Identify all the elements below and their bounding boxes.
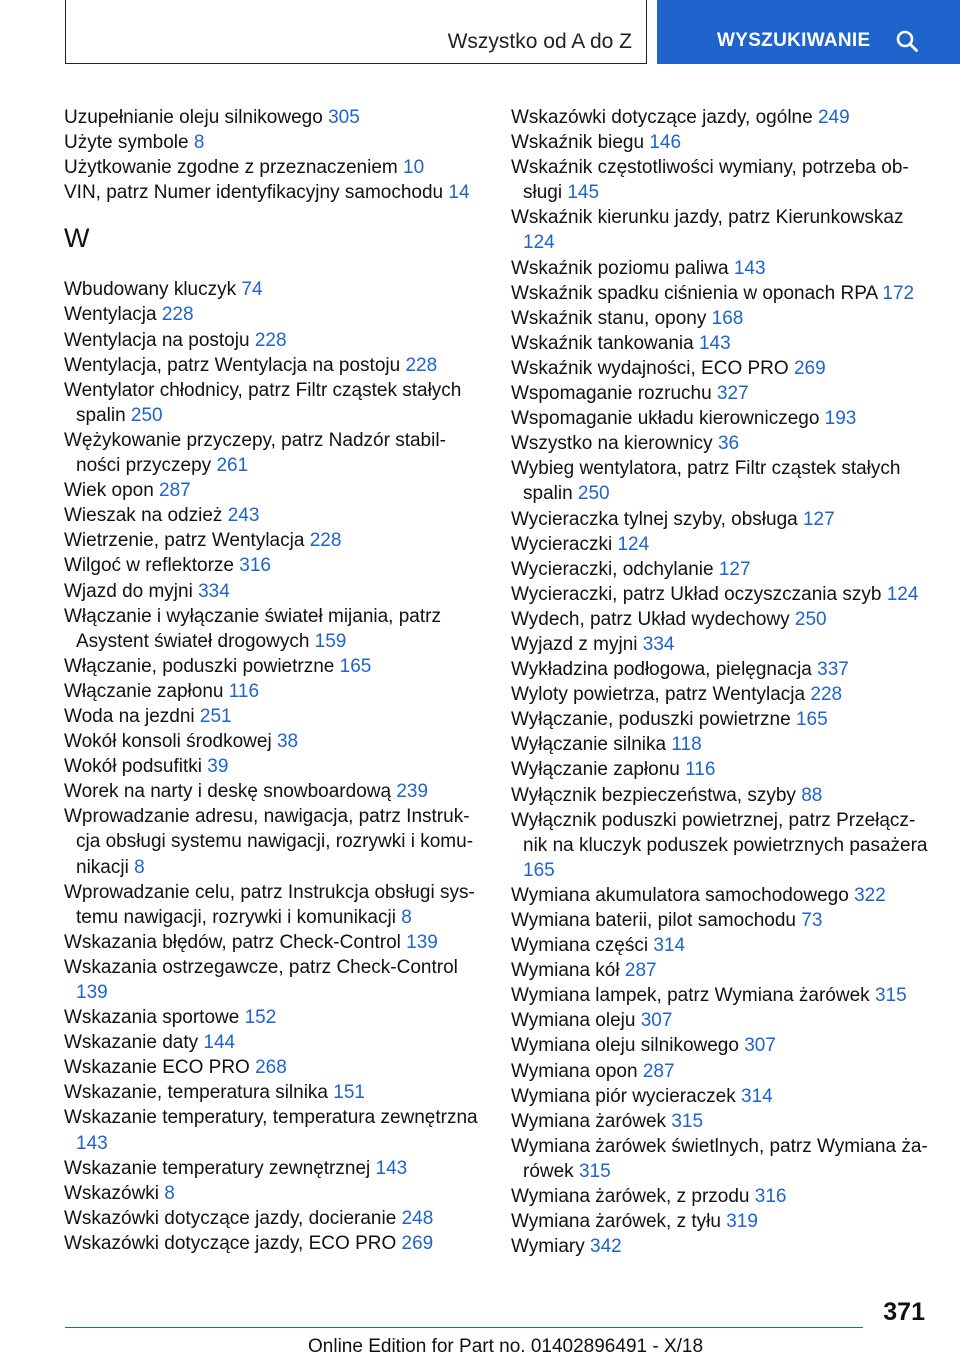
index-entry xyxy=(64,1080,478,1105)
index-page-link[interactable]: 165 xyxy=(795,709,828,731)
index-page-link[interactable]: 239 xyxy=(396,781,429,803)
index-entry-text: Wentylator chłodnicy, patrz Filtr cząstek stałych spalin xyxy=(64,379,462,426)
index-entry-text: Wymiana oleju silnikowego xyxy=(511,1035,745,1057)
index-entry-text: Wskazówki xyxy=(64,1182,165,1204)
index-entry xyxy=(511,1008,931,1033)
index-page-link[interactable]: 250 xyxy=(577,483,610,505)
index-page-link[interactable]: 307 xyxy=(744,1035,776,1057)
index-page-link[interactable]: 116 xyxy=(228,680,260,702)
index-entry-text: Wydech, patrz Układ wydechowy xyxy=(511,608,795,630)
index-page-link[interactable]: 118 xyxy=(671,734,702,756)
index-page-link[interactable]: 269 xyxy=(793,357,826,379)
index-page-link[interactable]: 116 xyxy=(685,759,716,781)
index-entry xyxy=(64,428,478,478)
index-entry xyxy=(64,1231,478,1256)
index-entry xyxy=(64,105,478,130)
index-page-link[interactable]: 152 xyxy=(244,1007,277,1029)
index-entry xyxy=(64,604,478,654)
index-page-link[interactable]: 228 xyxy=(405,354,438,376)
header-nav-label: Wszystko od A do Z xyxy=(447,30,632,53)
index-entry xyxy=(511,532,931,557)
index-page-link[interactable]: 127 xyxy=(802,508,835,530)
index-entry xyxy=(64,328,478,353)
index-entry-text: Wycieraczki, odchylanie xyxy=(511,558,719,580)
index-entry-text: Wbudowany kluczyk xyxy=(64,279,242,301)
index-entry xyxy=(64,804,478,879)
index-page-link[interactable]: 139 xyxy=(406,931,438,953)
index-entry-text: Wprowadzanie celu, patrz Instrukcja obsługi systemu nawigacji, rozrywki i komunikacji xyxy=(64,881,475,928)
index-entry xyxy=(511,783,931,808)
index-page-link[interactable]: 39 xyxy=(207,756,229,778)
index-entry-text: Wskazanie temperatury, temperatura zewnętrzna xyxy=(64,1107,478,1129)
index-entry xyxy=(511,983,931,1008)
index-entry-text: Wymiana kół xyxy=(511,960,625,982)
index-entry xyxy=(511,105,931,130)
index-page-link[interactable]: 228 xyxy=(161,304,194,326)
index-entry-text: Wjazd do myjni xyxy=(64,580,199,602)
index-entry xyxy=(511,1084,931,1109)
index-entry xyxy=(64,779,478,804)
index-entry xyxy=(511,908,931,933)
index-entry-text: Wskaźnik wydajności, ECO PRO xyxy=(511,357,794,379)
index-page-link[interactable]: 342 xyxy=(590,1236,622,1258)
index-entry-text: Wycieraczka tylnej szyby, obsługa xyxy=(511,508,803,530)
index-page-link[interactable]: 193 xyxy=(824,408,857,430)
index-page-link[interactable]: 305 xyxy=(328,107,360,128)
index-entry-text: Wyłącznik bezpieczeństwa, szyby xyxy=(511,784,802,806)
index-entry xyxy=(511,883,931,908)
index-entry-text: Użyte symbole xyxy=(64,132,194,154)
index-entry-text: Wentylacja, patrz Wentylacja na postoju xyxy=(64,354,406,376)
index-page-link[interactable]: 319 xyxy=(726,1211,758,1233)
index-page-link[interactable]: 36 xyxy=(717,433,740,455)
index-entry xyxy=(64,930,478,955)
index-entry-text: Wentylacja na postoju xyxy=(64,329,255,351)
index-entry-text: Wskazania ostrzegawcze, patrz Check-Control xyxy=(64,956,458,978)
index-entry-text: Wymiana piór wycieraczek xyxy=(511,1085,742,1107)
index-page-link[interactable]: 287 xyxy=(624,960,657,982)
index-entry-text: Wymiana żarówek, z tyłu xyxy=(511,1211,727,1233)
index-page-link[interactable]: 269 xyxy=(401,1232,434,1254)
index-page-link[interactable]: 151 xyxy=(333,1082,365,1104)
index-page-link[interactable]: 143 xyxy=(698,332,731,354)
index-entry-text: Wskaźnik poziomu paliwa xyxy=(511,257,734,279)
index-entry-text: Wybieg wentylatora, patrz Filtr cząstek stałych spalin xyxy=(511,458,901,505)
index-entry-text: Wyjazd z myjni xyxy=(511,633,643,655)
index-entry xyxy=(64,679,478,704)
index-entry-text: Wskaźnik spadku ciśnienia w oponach RPA xyxy=(511,282,883,304)
index-entry-text: Wymiana baterii, pilot samochodu xyxy=(511,910,802,931)
index-page-link[interactable]: 8 xyxy=(134,856,145,878)
index-page-link[interactable]: 243 xyxy=(227,505,260,527)
index-entry xyxy=(511,707,931,732)
search-button[interactable] xyxy=(657,0,960,64)
index-page-link[interactable]: 315 xyxy=(578,1160,611,1182)
index-page-link[interactable]: 334 xyxy=(198,580,230,602)
index-entry-text: Wskaźnik kierunku jazdy, patrz Kierunkowskaz xyxy=(511,207,904,229)
index-page-link[interactable]: 143 xyxy=(733,257,766,279)
index-entry xyxy=(64,378,478,428)
header-nav-button[interactable] xyxy=(65,0,647,64)
index-page-link[interactable]: 168 xyxy=(711,307,744,329)
index-entry xyxy=(511,682,931,707)
index-entry xyxy=(64,553,478,578)
index-page-link[interactable]: 88 xyxy=(801,784,823,806)
index-entry-text: Wyloty powietrza, patrz Wentylacja xyxy=(511,684,811,706)
index-entry-text: Wokół konsoli środkowej xyxy=(64,731,277,753)
index-column-left xyxy=(64,105,478,1256)
index-entry-text: Wymiana części xyxy=(511,935,654,957)
page-number: 371 xyxy=(883,1298,925,1326)
footer-divider xyxy=(65,1327,863,1328)
index-entry-text: Wskazówki dotyczące jazdy, docieranie xyxy=(64,1207,402,1229)
index-entry-text: Włączanie i wyłączanie świateł mijania, patrz Asystent świateł drogowych xyxy=(64,605,441,652)
index-page-link[interactable]: 143 xyxy=(76,1132,108,1154)
index-entry-text: Wskazania błędów, patrz Check-Control xyxy=(64,931,407,953)
index-entry-text: Wycieraczki, patrz Układ oczyszczania szyb xyxy=(511,583,887,605)
index-entry xyxy=(511,958,931,983)
index-entry-text: Wymiana lampek, patrz Wymiana żarówek xyxy=(511,985,875,1007)
index-page-link[interactable]: 315 xyxy=(874,985,907,1007)
index-entry xyxy=(64,754,478,779)
index-page-link[interactable]: 73 xyxy=(801,910,823,931)
index-entry xyxy=(511,1059,931,1084)
index-page-link[interactable]: 307 xyxy=(640,1010,673,1032)
index-page-link[interactable]: 337 xyxy=(817,659,849,681)
index-page-link[interactable]: 334 xyxy=(642,633,675,655)
index-entry-text: Wykładzina podłogowa, pielęgnacja xyxy=(511,659,818,681)
index-page-link[interactable]: 248 xyxy=(401,1207,434,1229)
index-entry xyxy=(64,277,478,302)
index-page-link[interactable]: 146 xyxy=(649,132,682,154)
index-entry-text: Wskaźnik stanu, opony xyxy=(511,307,712,329)
index-entry xyxy=(511,632,931,657)
index-entry xyxy=(511,557,931,582)
index-page-link[interactable]: 327 xyxy=(716,383,749,405)
index-page-link[interactable]: 249 xyxy=(817,107,850,128)
index-entry xyxy=(511,1184,931,1209)
index-entry-text: Wskazanie daty xyxy=(64,1032,204,1054)
index-entry-text: Wymiana żarówek świetlnych, patrz Wymiana żarówek xyxy=(511,1135,928,1182)
index-entry-text: Wskazanie temperatury zewnętrznej xyxy=(64,1157,376,1179)
index-page-link[interactable]: 314 xyxy=(741,1085,773,1107)
index-entry xyxy=(64,704,478,729)
index-page-link[interactable]: 287 xyxy=(642,1060,675,1082)
index-entry-text: Wskazanie ECO PRO xyxy=(64,1057,256,1079)
index-entry xyxy=(64,880,478,930)
index-entry xyxy=(511,657,931,682)
index-page-link[interactable]: 322 xyxy=(854,884,886,906)
index-page-link[interactable]: 165 xyxy=(339,655,372,677)
index-page-link[interactable]: 165 xyxy=(523,859,555,881)
index-entry xyxy=(511,155,931,205)
index-entry-text: Wycieraczki xyxy=(511,533,618,555)
index-entry xyxy=(64,503,478,528)
index-entry-text: Włączanie, poduszki powietrzne xyxy=(64,655,340,677)
index-entry-text: Wyłączanie zapłonu xyxy=(511,759,686,781)
index-entry-text: Wymiana oleju xyxy=(511,1010,641,1032)
index-entry xyxy=(511,808,931,883)
index-page-link[interactable]: 228 xyxy=(254,329,287,351)
index-entry-text: Wyłączanie, poduszki powietrzne xyxy=(511,709,796,731)
index-entry xyxy=(511,431,931,456)
index-page-link[interactable]: 124 xyxy=(617,533,650,555)
index-entry xyxy=(64,1030,478,1055)
index-entry-text: Wiek opon xyxy=(64,480,160,502)
index-page-link[interactable]: 14 xyxy=(448,182,470,204)
index-entry xyxy=(64,1105,478,1155)
index-entry-text: Worek na narty i deskę snowboardową xyxy=(64,781,397,803)
index-letter-heading: W xyxy=(64,223,90,254)
index-page-link[interactable]: 228 xyxy=(309,530,342,552)
index-entry xyxy=(511,456,931,506)
index-entry xyxy=(64,1005,478,1030)
index-entry-text: Wymiana żarówek, z przodu xyxy=(511,1186,755,1208)
index-page-link[interactable]: 124 xyxy=(886,583,919,605)
index-entry xyxy=(511,130,931,155)
index-page-link[interactable]: 10 xyxy=(403,157,425,179)
index-page-link[interactable]: 8 xyxy=(164,1182,175,1204)
index-entry-text: Wilgoć w reflektorze xyxy=(64,555,240,577)
search-label: WYSZUKIWANIE xyxy=(717,30,871,51)
index-entry-text: Wymiary xyxy=(511,1236,590,1258)
search-icon xyxy=(895,29,919,53)
index-entry xyxy=(511,256,931,281)
index-entry xyxy=(511,356,931,381)
index-entry xyxy=(511,381,931,406)
index-page-link[interactable]: 228 xyxy=(810,684,843,706)
index-entry xyxy=(64,1156,478,1181)
index-entry-text: Wspomaganie układu kierowniczego xyxy=(511,408,825,430)
index-entry xyxy=(511,406,931,431)
index-entry xyxy=(64,302,478,327)
index-entry-text: Wentylacja xyxy=(64,304,162,326)
index-entry xyxy=(511,1234,931,1259)
index-entry xyxy=(511,205,931,255)
index-page-link[interactable]: 250 xyxy=(130,404,163,426)
index-page-link[interactable]: 261 xyxy=(216,455,249,477)
index-entry xyxy=(511,1209,931,1234)
index-page-link[interactable]: 74 xyxy=(241,279,263,301)
index-entry xyxy=(64,155,478,180)
index-entry-text: Wymiana opon xyxy=(511,1060,643,1082)
index-page-link[interactable]: 143 xyxy=(375,1157,408,1179)
index-entry-text: Wskaźnik tankowania xyxy=(511,332,699,354)
index-entry-text: Wyłącznik poduszki powietrznej, patrz Przełącznik na kluczyk poduszek powietrznych pasażera xyxy=(511,809,928,856)
index-entry xyxy=(64,478,478,503)
index-entry xyxy=(64,353,478,378)
index-entry xyxy=(511,933,931,958)
index-page-link[interactable]: 145 xyxy=(567,182,600,204)
index-entry xyxy=(511,1134,931,1184)
index-entry xyxy=(64,1206,478,1231)
index-entry-text: Wprowadzanie adresu, nawigacja, patrz Instrukcja obsługi systemu nawigacji, rozrywki i komunikacji xyxy=(64,806,474,878)
index-entry-text: VIN, patrz Numer identyfikacyjny samochodu xyxy=(64,182,449,204)
index-page-link[interactable]: 127 xyxy=(718,558,751,580)
index-entry-text: Wieszak na odzież xyxy=(64,505,228,527)
index-entry xyxy=(511,582,931,607)
index-entry-text: Wskaźnik częstotliwości wymiany, potrzeba obsługi xyxy=(511,157,909,204)
index-entry xyxy=(511,281,931,306)
index-page-link[interactable]: 287 xyxy=(159,480,191,502)
index-entry xyxy=(64,654,478,679)
index-entry-text: Woda na jezdni xyxy=(64,705,200,727)
index-page-link[interactable]: 38 xyxy=(276,731,299,753)
index-entry xyxy=(511,306,931,331)
index-entry xyxy=(511,757,931,782)
index-entry xyxy=(511,732,931,757)
index-page-link[interactable]: 251 xyxy=(199,705,232,727)
index-entry-text: Wietrzenie, patrz Wentylacja xyxy=(64,530,310,552)
index-entry-text: Wymiana akumulatora samochodowego xyxy=(511,884,855,906)
index-entry-text: Wspomaganie rozruchu xyxy=(511,383,717,405)
index-column-right xyxy=(511,105,931,1259)
index-entry-text: Wskazanie, temperatura silnika xyxy=(64,1082,334,1104)
index-page-link[interactable]: 315 xyxy=(671,1110,704,1132)
index-page-link[interactable]: 250 xyxy=(794,608,827,630)
index-entry-text: Wskazówki dotyczące jazdy, ECO PRO xyxy=(64,1232,402,1254)
index-entry-text: Wyłączanie silnika xyxy=(511,734,672,756)
index-entry xyxy=(64,1181,478,1206)
index-page-link[interactable]: 316 xyxy=(754,1186,787,1208)
footer-edition-text: Online Edition for Part no. 01402896491 - X/18 xyxy=(308,1336,704,1357)
index-entry xyxy=(511,331,931,356)
index-entry-text: Użytkowanie zgodne z przeznaczeniem xyxy=(64,157,404,179)
index-entry-text: Wymiana żarówek xyxy=(511,1110,672,1132)
index-page-link[interactable]: 159 xyxy=(314,630,347,652)
index-entry xyxy=(64,955,478,1005)
index-entry xyxy=(511,1033,931,1058)
index-entry xyxy=(64,1055,478,1080)
index-page-link[interactable]: 172 xyxy=(882,282,915,304)
index-entry xyxy=(511,507,931,532)
index-entry xyxy=(511,607,931,632)
index-entry-text: Wokół podsufitki xyxy=(64,756,208,778)
index-page-link[interactable]: 139 xyxy=(76,982,108,1003)
index-entry-text: Wskazówki dotyczące jazdy, ogólne xyxy=(511,107,818,128)
index-page-link[interactable]: 316 xyxy=(239,555,271,577)
index-entry xyxy=(64,579,478,604)
index-entry-text: Włączanie zapłonu xyxy=(64,680,229,702)
index-page-link[interactable]: 8 xyxy=(401,906,412,928)
index-entry xyxy=(64,180,478,205)
index-page-link[interactable]: 144 xyxy=(203,1032,236,1054)
index-entry-text: Wskaźnik biegu xyxy=(511,132,650,154)
index-entry-text: Wskazania sportowe xyxy=(64,1007,245,1029)
index-entry xyxy=(64,130,478,155)
index-entry xyxy=(64,729,478,754)
index-entry xyxy=(64,528,478,553)
index-entry xyxy=(511,1109,931,1134)
index-page-link[interactable]: 268 xyxy=(255,1057,287,1079)
index-entry-text: Wszystko na kierownicy xyxy=(511,433,718,455)
index-page-link[interactable]: 124 xyxy=(523,232,555,254)
index-page-link[interactable]: 8 xyxy=(193,132,205,154)
index-page-link[interactable]: 314 xyxy=(653,935,686,957)
index-entry-text: Uzupełnianie oleju silnikowego xyxy=(64,107,329,128)
index-entry-text: Wężykowanie przyczepy, patrz Nadzór stabilności przyczepy xyxy=(64,429,446,477)
